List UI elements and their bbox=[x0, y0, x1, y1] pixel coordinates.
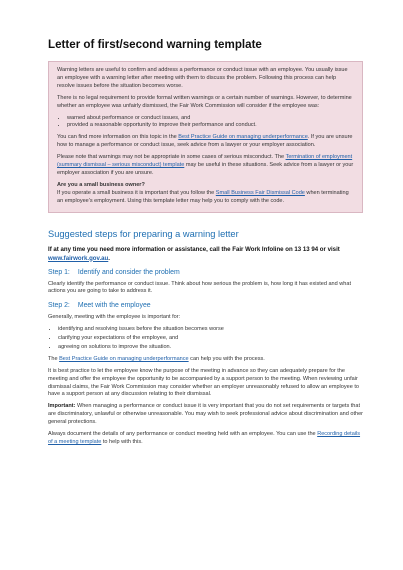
text-span: when terminating an employee's employment. Using this template letter may help you to comply with the code. bbox=[57, 189, 349, 204]
steps-body bbox=[48, 245, 363, 447]
small-business-question: Are you a small business owner? bbox=[57, 181, 145, 188]
text-span: may be useful in these situations. Seek advice from a lawyer or your employer association if you are unsure. bbox=[57, 162, 354, 176]
list-item: • clarifying your expectations of the employee, and bbox=[58, 335, 363, 343]
text-span: to help with this. bbox=[101, 439, 143, 445]
callout-paragraph-2: There is no legal requirement to provide formal written warnings or a certain number of warnings. However, to determine whether an employee was unfairly dismissed, the Fair Work Commission will consider if the employee was: bbox=[57, 94, 352, 109]
text-span: When managing a performance or conduct issue it is very important that you do not set requirements or targets that are discriminatory, unlawful or otherwise unreasonable. You may wish to seek professional advice about discrimination and other general protections. bbox=[48, 403, 364, 426]
termination-template-link[interactable]: Termination of employment (summary dismissal – serious misconduct) template bbox=[57, 154, 353, 169]
step-2-support-paragraph: It is best practice to let the employee know the purpose of the meeting in advance so they can adequately prepare for the meeting and offer the employee the opportunity to be accompanied by a support person to the meeting. When reviewing unfair dismissal claims, the Fair Work Commission may consider whether an employer unreasonably refused to allow an employee to have a support person at any discussion relating to their dismissal. bbox=[48, 367, 359, 398]
text-span: The bbox=[48, 355, 60, 362]
recording-meeting-template-link[interactable]: Recording details of a meeting template bbox=[48, 431, 361, 445]
step-1-text: Clearly identify the performance or conduct issue. Think about how serious the problem is, how long it has existed and what actions you are going to take to address it. bbox=[48, 280, 351, 295]
text-span: Always document the details of any performance or conduct meeting held with an employee. You can use the bbox=[48, 431, 318, 438]
callout-paragraph-3 bbox=[57, 134, 354, 150]
step-title: Meet with the employee bbox=[77, 302, 151, 310]
text-span: Please note that warnings may not be appropriate in some cases of serious misconduct. The bbox=[57, 154, 286, 161]
text-span: . If you are unsure how to manage a performance or conduct issue, seek advice from a lawyer or your employer association. bbox=[57, 134, 353, 149]
infoline-note bbox=[48, 245, 363, 263]
intro-callout-box bbox=[48, 61, 363, 213]
page-title: Letter of first/second warning template bbox=[48, 38, 262, 51]
step-number: Step 2: bbox=[48, 302, 70, 310]
step-1-heading bbox=[48, 269, 363, 277]
underperformance-guide-link[interactable]: Best Practice Guide on managing underperformance bbox=[59, 355, 189, 362]
small-business-code-link[interactable]: Small Business Fair Dismissal Code bbox=[215, 189, 305, 196]
callout-paragraph-4 bbox=[57, 154, 354, 178]
text-span: can help you with the process. bbox=[188, 355, 265, 362]
step-2-important-paragraph bbox=[48, 403, 363, 427]
important-label: Important: bbox=[48, 403, 76, 410]
fairwork-website-link[interactable]: www.fairwork.gov.au bbox=[48, 254, 109, 262]
callout-paragraph-5 bbox=[57, 190, 354, 206]
step-2-guide-paragraph bbox=[48, 356, 363, 364]
steps-heading: Suggested steps for preparing a warning letter bbox=[48, 228, 239, 239]
step-title: Identify and consider the problem bbox=[77, 268, 180, 276]
list-item: • warned about performance or conduct issues, and bbox=[67, 115, 354, 123]
text-span: You can find more information on this topic in the bbox=[57, 134, 179, 141]
list-item: • agreeing on solutions to improve the situation. bbox=[58, 344, 363, 352]
best-practice-guide-link[interactable]: Best Practice Guide on managing underperformance bbox=[178, 134, 308, 141]
list-item: • identifying and resolving issues before the situation becomes worse bbox=[58, 326, 363, 334]
step-2-document-paragraph bbox=[48, 431, 363, 447]
callout-paragraph-1: Warning letters are useful to confirm and address a performance or conduct issue with an employee. You usually issue an employee with a warning letter after meeting with them to discuss the problem. Following this process can help resolve issues before the situation becomes worse. bbox=[57, 67, 348, 89]
list-item: • provided a reasonable opportunity to improve their performance and conduct. bbox=[67, 122, 354, 130]
step-2-intro: Generally, meeting with the employee is important for: bbox=[48, 314, 181, 321]
step-number: Step 1: bbox=[48, 268, 70, 276]
step-2-heading bbox=[48, 302, 363, 310]
text-span: If at any time you need more information or assistance, call the Fair Work Infoline on 13 13 94 or visit bbox=[48, 245, 340, 253]
text-span: If you operate a small business it is important that you follow the bbox=[57, 189, 216, 196]
text-span: . bbox=[108, 254, 110, 262]
callout-bullet-list bbox=[57, 115, 354, 131]
step-2-bullet-list bbox=[48, 326, 363, 352]
